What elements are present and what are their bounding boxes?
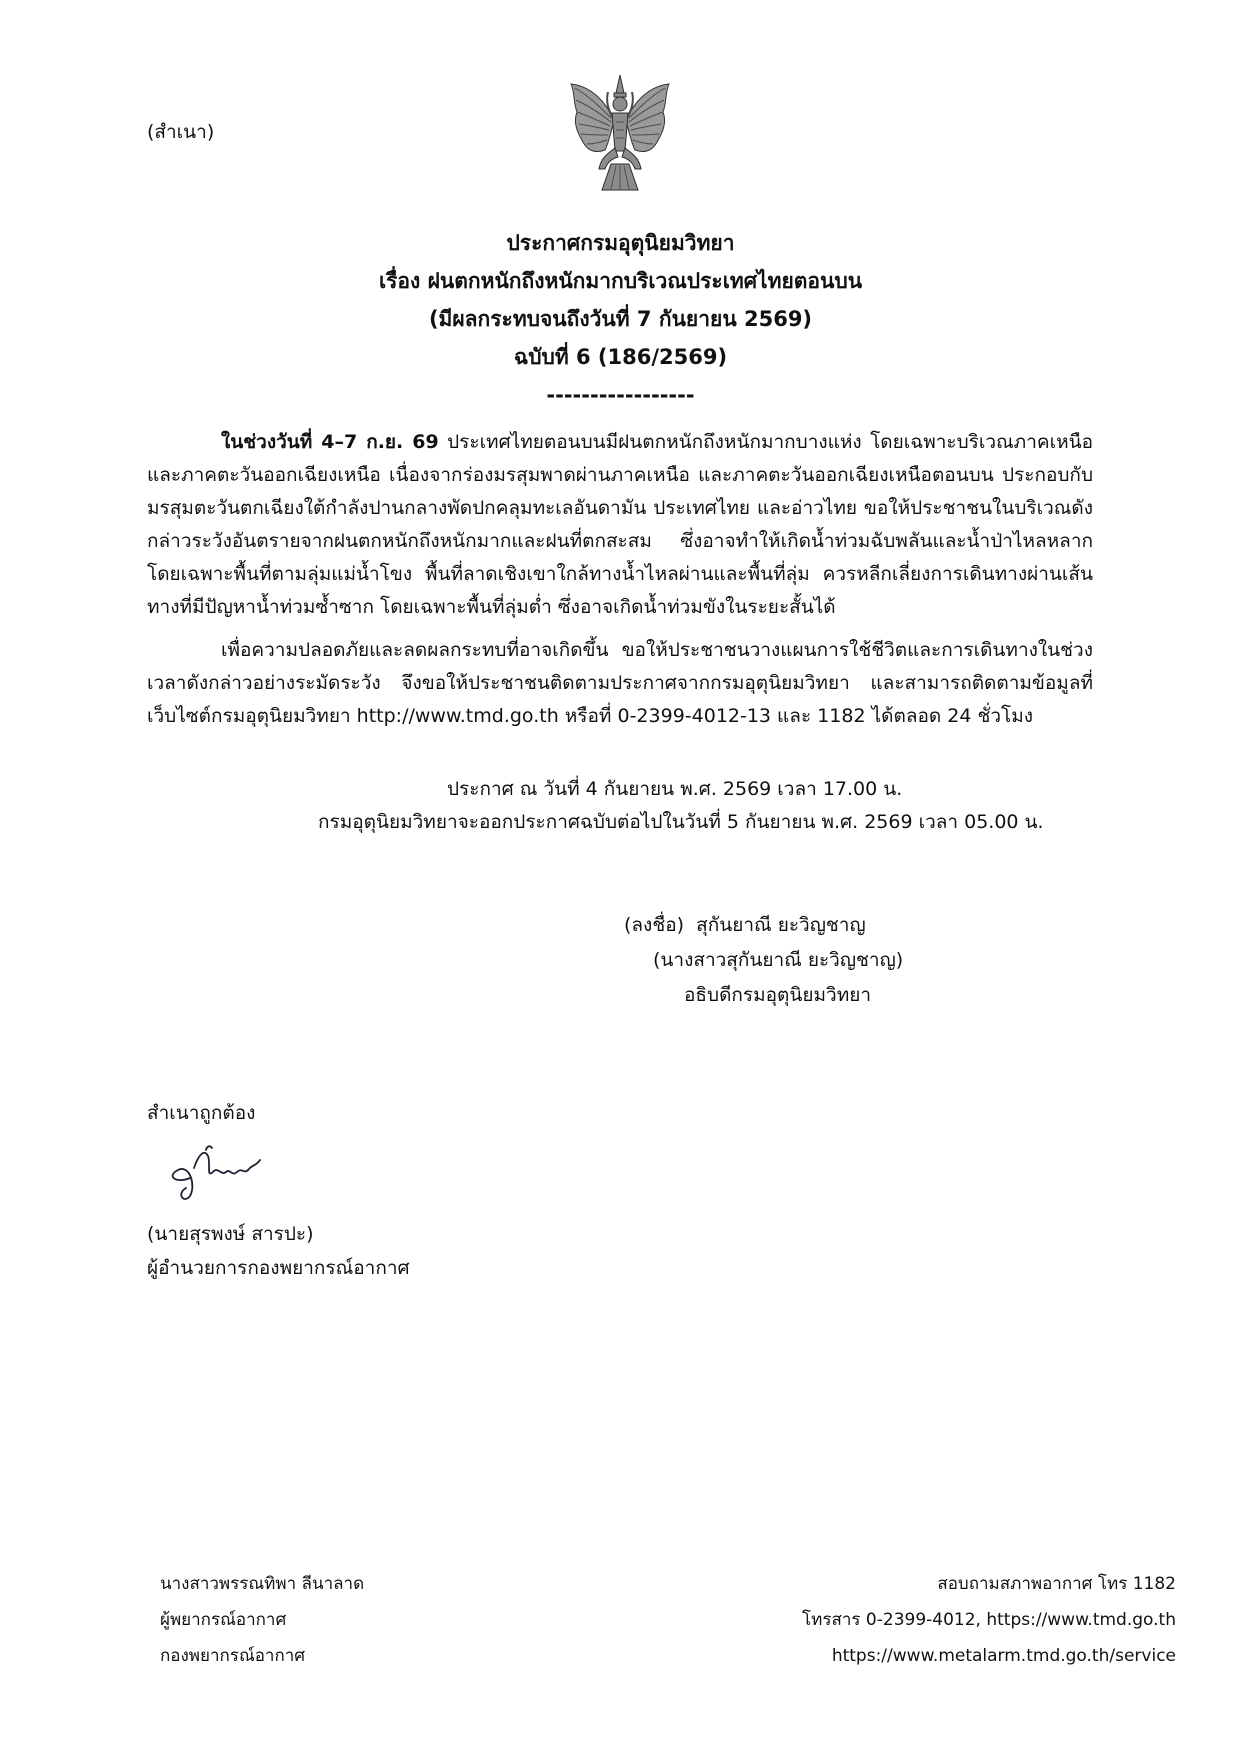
signatory-full-name: (นางสาวสุกันยาณี ยะวิญชาญ) <box>653 949 904 971</box>
forecaster-division: กองพยากรณ์อากาศ <box>160 1646 306 1666</box>
contact-service-url: https://www.metalarm.tmd.go.th/service <box>831 1646 1176 1666</box>
header-divider: ----------------- <box>546 383 695 407</box>
next-issue-date: กรมอุตุนิยมวิทยาจะออกประกาศฉบับต่อไปในวันที่ 5 กันยายน พ.ศ. 2569 เวลา 05.00 น. <box>318 811 1044 833</box>
announcement-effect-date: (มีผลกระทบจนถึงวันที่ 7 กันยายน 2569) <box>428 307 813 331</box>
announcement-issue-number: ฉบับที่ 6 (186/2569) <box>513 345 728 369</box>
certified-copy-block <box>147 1096 1093 1285</box>
paragraph-lead-period: ในช่วงวันที่ 4–7 ก.ย. 69 <box>221 431 439 453</box>
contact-phone: สอบถามสภาพอากาศ โทร 1182 <box>937 1574 1176 1594</box>
announcement-header <box>0 224 1241 414</box>
announcement-subject: เรื่อง ฝนตกหนักถึงหนักมากบริเวณประเทศไทยตอนบน <box>378 269 863 293</box>
footer-forecaster <box>160 1566 364 1674</box>
paragraph-warning-text: ประเทศไทยตอนบนมีฝนตกหนักถึงหนักมากบางแห่ง โดยเฉพาะบริเวณภาคเหนือ และภาคตะวันออกเฉียงเหนือ เนื่องจากร่องมรสุมพาดผ่านภาคเหนือ และภาคตะวันออกเฉียงเหนือตอนบน ประกอบกับมรสุมตะวันตกเฉียงใต้กำลังปานกลางพัดปกคลุมทะเลอันดามัน ประเทศไทย และอ่าวไทย ขอให้ประชาชนในบริเวณดังกล่าวระวังอันตรายจากฝนตกหนักถึงหนักมากและฝนที่ตกสะสม ซึ่งอาจทำให้เกิดน้ำท่วมฉับพลันและน้ำป่าไหลหลาก โดยเฉพาะพื้นที่ตามลุ่มแม่น้ำโขง พื้นที่ลาดเชิงเขาใกล้ทางน้ำไหลผ่านและพื้นที่ลุ่ม ควรหลีกเลี่ยงการเดินทางผ่านเส้นทางที่มีปัญหาน้ำท่วมซ้ำซาก โดยเฉพาะพื้นที่ลุ่มต่ำ ซึ่งอาจเกิดน้ำท่วมขังในระยะสั้นได้ <box>147 431 1093 618</box>
issue-dates <box>147 773 1093 839</box>
announcement-title: ประกาศกรมอุตุนิยมวิทยา <box>506 231 735 255</box>
forecaster-role: ผู้พยากรณ์อากาศ <box>160 1610 287 1630</box>
footer-contact <box>802 1566 1176 1674</box>
certified-copy-label: สำเนาถูกต้อง <box>147 1102 256 1124</box>
certifier-position: ผู้อำนวยการกองพยากรณ์อากาศ <box>147 1257 410 1279</box>
paragraph-warning <box>147 426 1093 624</box>
signatory-block <box>147 908 1093 1013</box>
announced-date: ประกาศ ณ วันที่ 4 กันยายน พ.ศ. 2569 เวลา 17.00 น. <box>447 778 903 800</box>
announcement-body <box>147 426 1093 1285</box>
garuda-emblem-icon <box>561 72 679 193</box>
forecaster-name: นางสาวพรรณทิพา ลีนาลาด <box>160 1574 365 1594</box>
paragraph-advice: เพื่อความปลอดภัยและลดผลกระทบที่อาจเกิดขึ้น ขอให้ประชาชนวางแผนการใช้ชีวิตและการเดินทางในช่วงเวลาดังกล่าวอย่างระมัดระวัง จึงขอให้ประชาชนติดตามประกาศจากกรมอุตุนิยมวิทยา และสามารถติดตามข้อมูลที่เว็บไซต์กรมอุตุนิยมวิทยา http://www.tmd.go.th หรือที่ 0-2399-4012-13 และ 1182 ได้ตลอด 24 ชั่วโมง <box>147 639 1093 727</box>
handwritten-signature-icon <box>160 1144 265 1206</box>
contact-fax-website: โทรสาร 0-2399-4012, https://www.tmd.go.th <box>802 1610 1176 1630</box>
copy-mark: (สำเนา) <box>147 121 215 143</box>
signatory-position: อธิบดีกรมอุตุนิยมวิทยา <box>684 984 872 1006</box>
certifier-name: (นายสุรพงษ์ สารปะ) <box>147 1223 314 1245</box>
signatory-signed: (ลงชื่อ) สุกันยาณี ยะวิญชาญ <box>624 914 866 936</box>
